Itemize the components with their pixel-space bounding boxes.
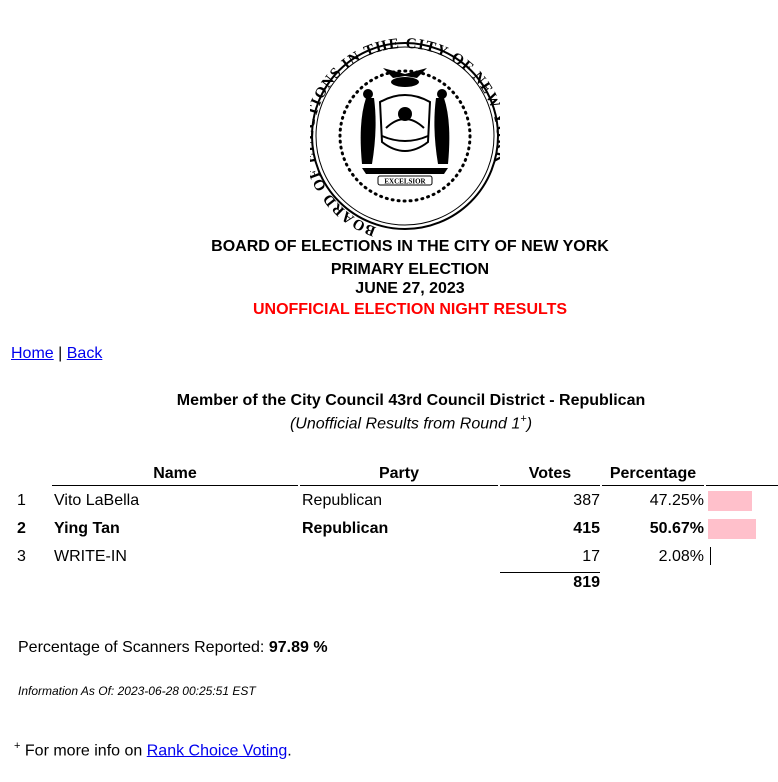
row-1-percentage: 47.25% (649, 492, 704, 509)
scanners-value: 97.89 % (268, 639, 328, 656)
header-rule-percentage (602, 485, 704, 486)
contest-subtitle-suffix: ) (526, 415, 533, 433)
contest-subtitle-prefix: (Unofficial Results from Round 1 (289, 415, 521, 433)
total-rule (500, 572, 600, 573)
header-rule-name (52, 485, 298, 486)
contest-title: Member of the City Council 43rd Council District - Republican (176, 392, 646, 409)
row-3-bar (710, 547, 711, 565)
header-rule-votes (500, 485, 600, 486)
header-rule-bar (706, 485, 778, 486)
footnote (14, 740, 292, 760)
header-party: Party (378, 465, 420, 482)
header-votes: Votes (528, 465, 572, 482)
scanners-reported (18, 639, 328, 657)
row-1-votes: 387 (573, 492, 600, 509)
round-footnote-marker: + (520, 413, 527, 425)
unofficial-results-banner: UNOFFICIAL ELECTION NIGHT RESULTS (252, 301, 568, 318)
row-3-votes: 17 (582, 548, 600, 565)
scanners-label: Percentage of Scanners Reported: (18, 639, 265, 656)
nav-links (11, 345, 102, 363)
election-date: JUNE 27, 2023 (355, 280, 465, 297)
board-of-elections-seal (310, 32, 500, 240)
row-2-rank: 2 (17, 520, 26, 537)
header-name: Name (153, 465, 197, 482)
row-1-rank: 1 (17, 492, 26, 509)
row-3-percentage: 2.08% (658, 548, 704, 565)
row-2-percentage: 50.67% (649, 520, 704, 537)
row-1-bar (708, 491, 752, 511)
row-2-bar (708, 519, 756, 539)
total-votes: 819 (573, 574, 600, 591)
row-2-votes: 415 (573, 520, 600, 537)
seal-ring-text: BOARD O IONS IN THE CITY OF NE (310, 35, 496, 239)
footnote-prefix: For more info on (24, 742, 143, 760)
seal-motto: EXCELSIOR (384, 177, 426, 186)
row-1-party: Republican (302, 492, 383, 509)
election-type: PRIMARY ELECTION (330, 261, 490, 278)
back-link[interactable]: Back (66, 345, 103, 362)
info-timestamp: Information As Of: 2023-06-28 00:25:51 EST (18, 684, 256, 698)
row-3-name: WRITE-IN (54, 548, 127, 565)
footnote-marker: + (14, 740, 21, 752)
header-rule-party (300, 485, 498, 486)
row-2-party: Republican (302, 520, 389, 537)
contest-subtitle (0, 413, 778, 433)
board-name: BOARD OF ELECTIONS IN THE CITY OF NEW YORK (211, 238, 609, 255)
header-percentage: Percentage (609, 465, 697, 482)
nav-separator: | (58, 345, 63, 362)
home-link[interactable]: Home (11, 345, 54, 362)
row-1-name: Vito LaBella (54, 492, 140, 509)
row-3-rank: 3 (17, 548, 26, 565)
footnote-suffix: . (287, 742, 292, 760)
rank-choice-voting-link[interactable]: Rank Choice Voting (146, 742, 288, 760)
row-2-name: Ying Tan (54, 520, 120, 537)
